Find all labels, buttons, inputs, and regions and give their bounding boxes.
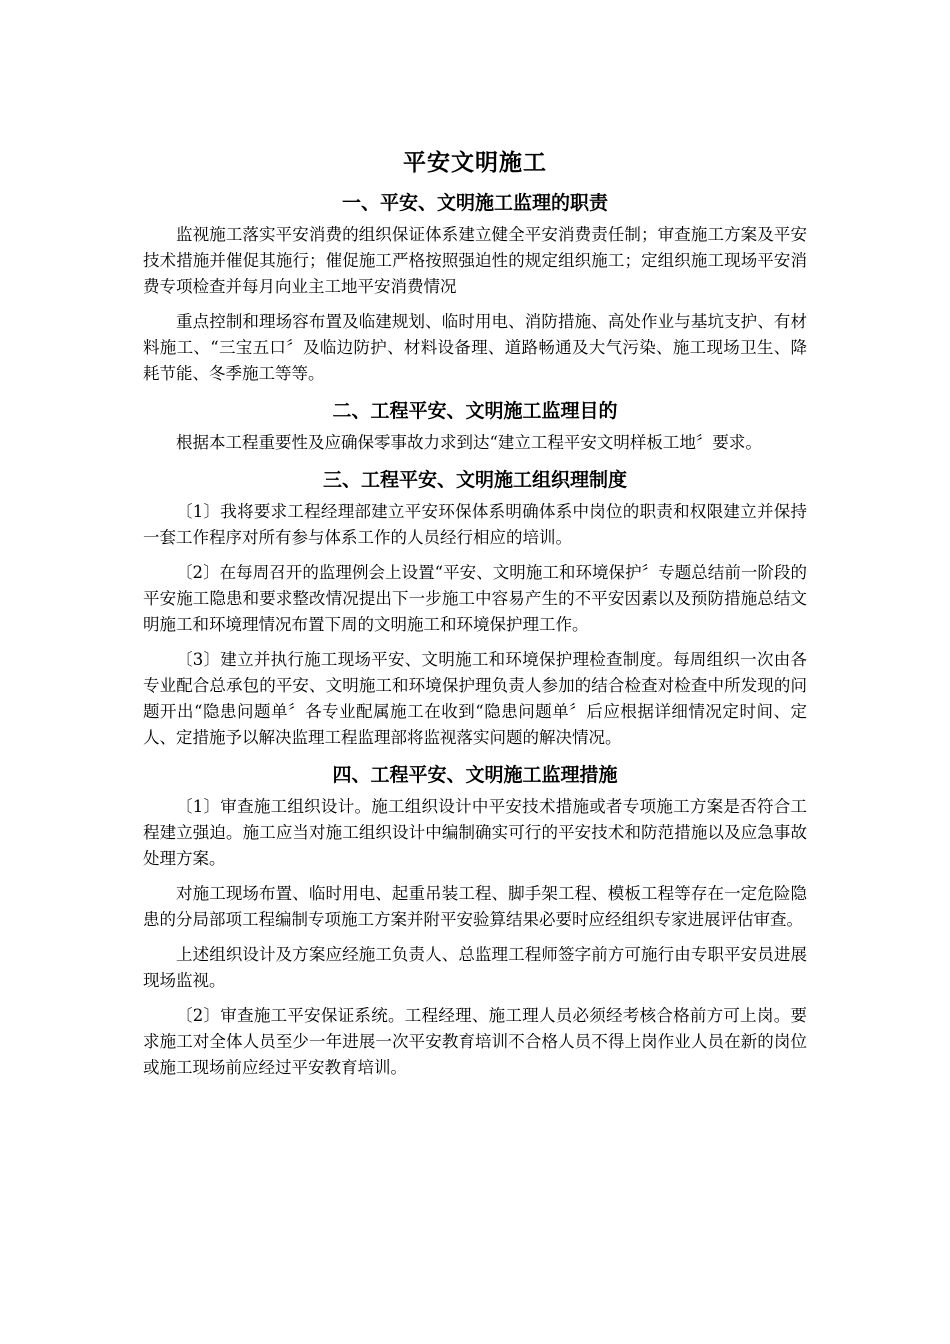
section-measures: [143, 760, 807, 1081]
paragraph: 〔1〕我将要求工程经理部建立平安环保体系明确体系中岗位的职责和权限建立并保持一套工作程序对所有参与体系工作的人员经行相应的培训。: [143, 502, 807, 547]
paragraph: 对施工现场布置、临时用电、起重吊装工程、脚手架工程、模板工程等存在一定危险隐患的分局部项工程编制专项施工方案并附平安验算结果必要时应经组织专家进展评估审查。: [143, 884, 807, 929]
section-heading: 一、平安、文明施工监理的职责: [341, 192, 608, 214]
paragraph: 根据本工程重要性及应确保零事故力求到达“建立工程平安文明样板工地〞要求。: [176, 433, 762, 452]
section-objectives: [143, 396, 807, 456]
paragraph: 重点控制和理场容布置及临建规划、临时用电、消防措施、高处作业与基坑支护、有材料施工、“三宝五口〞及临边防护、材料设备理、道路畅通及大气污染、施工现场卫生、降耗节能、冬季施工等等。: [143, 312, 807, 383]
paragraph: 〔3〕建立并执行施工现场平安、文明施工和环境保护理检查制度。每周组织一次由各专业配合总承包的平安、文明施工和环境保护理负责人参加的结合检查对检查中所发现的问题开出“隐患问题单〞各专业配属施工在收到“隐患问题单〞后应根据详细情况定时间、定人、定措施予以解决监理工程监理部将监视落实问题的解决情况。: [143, 650, 807, 747]
paragraph: 〔2〕审查施工平安保证系统。工程经理、施工理人员必须经考核合格前方可上岗。要求施工对全体人员至少一年进展一次平安教育培训不合格人员不得上岗作业人员在新的岗位或施工现场前应经过平安教育培训。: [143, 1006, 807, 1077]
paragraph: 〔2〕在每周召开的监理例会上设置“平安、文明施工和环境保护〞专题总结前一阶段的平安施工隐患和要求整改情况提出下一步施工中容易产生的不平安因素以及预防措施总结文明施工和环境理情况布置下周的文明施工和环境保护理工作。: [143, 563, 807, 634]
section-duties: [143, 188, 807, 387]
paragraph: 上述组织设计及方案应经施工负责人、总监理工程师签字前方可施行由专职平安员进展现场监视。: [143, 945, 807, 990]
section-management-system: [143, 465, 807, 751]
paragraph: 〔1〕审查施工组织设计。施工组织设计中平安技术措施或者专项施工方案是否符合工程建立强迫。施工应当对施工组织设计中编制确实可行的平安技术和防范措施以及应急事故处理方案。: [143, 797, 807, 868]
section-heading: 二、工程平安、文明施工监理目的: [332, 400, 618, 422]
document-body: [143, 144, 807, 1090]
section-heading: 三、工程平安、文明施工组织理制度: [322, 469, 627, 491]
section-heading: 四、工程平安、文明施工监理措施: [332, 764, 618, 786]
paragraph: 监视施工落实平安消费的组织保证体系建立健全平安消费责任制；审查施工方案及平安技术措施并催促其施行；催促施工严格按照强迫性的规定组织施工；定组织施工现场平安消费专项检查并每月向业主工地平安消费情况: [143, 225, 807, 296]
document-title: 平安文明施工: [403, 149, 547, 176]
